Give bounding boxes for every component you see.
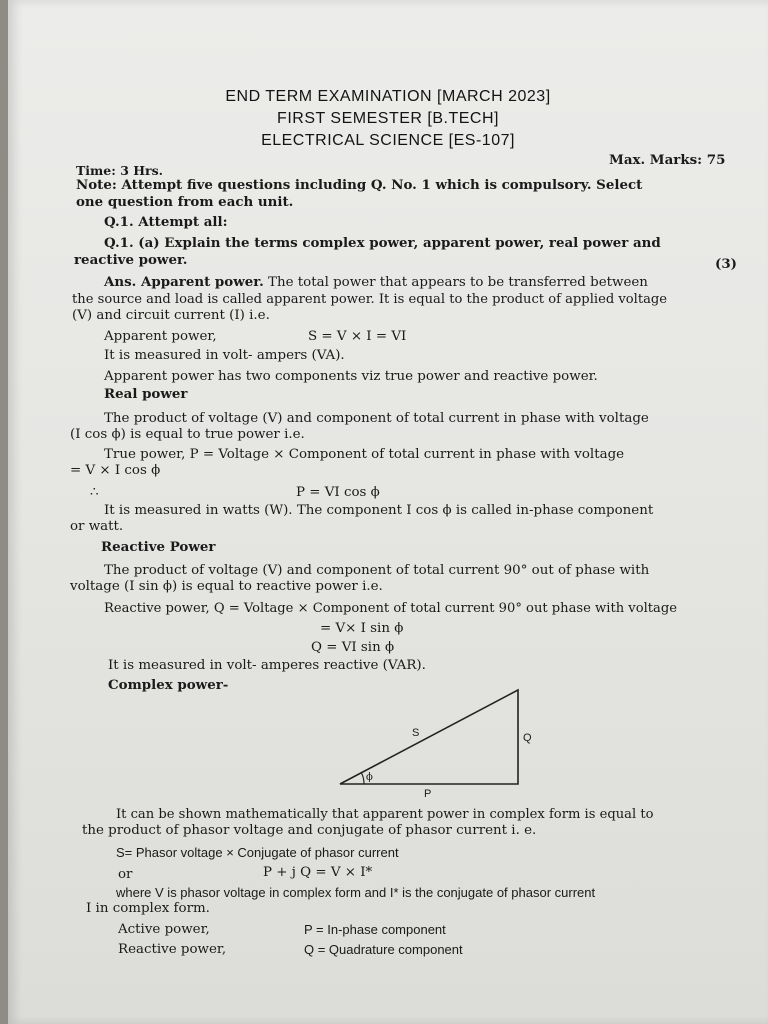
subject-title: ELECTRICAL SCIENCE [ES-107] <box>261 132 515 149</box>
complex-power-line-3: S= Phasor voltage × Conjugate of phasor current <box>116 845 399 860</box>
reactive-power-line-4: = V× I sin ϕ <box>320 621 404 636</box>
complex-power-line-2: the product of phasor voltage and conjugate of phasor current i. e. <box>82 823 537 838</box>
exam-paper <box>8 0 768 1024</box>
apparent-power-label: Apparent power, <box>104 329 217 344</box>
label-s: S <box>412 727 420 739</box>
complex-power-line-5: I in complex form. <box>86 901 210 916</box>
semester-title: FIRST SEMESTER [B.TECH] <box>277 110 499 127</box>
answer-line-1 <box>104 274 648 291</box>
real-power-line-1: The product of voltage (V) and component of total current in phase with voltage <box>104 411 649 426</box>
q1a-line-2: reactive power. <box>74 252 188 268</box>
or-label: or <box>118 867 133 882</box>
max-marks: Max. Marks: 75 <box>609 152 726 168</box>
complex-power-line-1: It can be shown mathematically that apparent power in complex form is equal to <box>116 807 654 822</box>
label-p: P <box>424 788 432 800</box>
answer-line-3: (V) and circuit current (I) i.e. <box>72 308 270 323</box>
reactive-power-label: Reactive power, <box>118 942 227 957</box>
apparent-power-unit: It is measured in volt- ampers (VA). <box>104 348 345 363</box>
real-power-heading: Real power <box>104 386 188 402</box>
q1-attempt-all: Q.1. Attempt all: <box>104 214 228 230</box>
active-power-label: Active power, <box>118 922 210 937</box>
therefore-symbol: ∴ <box>90 485 99 500</box>
q1a-line-1: Q.1. (a) Explain the terms complex power, apparent power, real power and <box>104 235 661 251</box>
reactive-power-line-1: The product of voltage (V) and component of total current 90° out of phase with <box>104 563 650 578</box>
answer-line-2: the source and load is called apparent power. It is equal to the product of applied voltage <box>72 292 668 307</box>
note-line-2: one question from each unit. <box>76 194 294 210</box>
q1a-marks: (3) <box>715 256 737 272</box>
real-power-line-3: True power, P = Voltage × Component of total current in phase with voltage <box>104 447 625 462</box>
complex-power-line-4: where V is phasor voltage in complex form and I* is the conjugate of phasor current <box>116 885 596 900</box>
apparent-power-components: Apparent power has two components viz true power and reactive power. <box>104 369 598 384</box>
real-power-line-5: It is measured in watts (W). The component I cos ϕ is called in-phase component <box>104 503 654 518</box>
phi-arc <box>361 772 364 784</box>
reactive-power-line-2: voltage (I sin ϕ) is equal to reactive power i.e. <box>70 579 383 594</box>
real-power-line-2: (I cos ϕ) is equal to true power i.e. <box>70 427 305 442</box>
exam-title: END TERM EXAMINATION [MARCH 2023] <box>225 88 551 105</box>
reactive-power-heading: Reactive Power <box>101 539 216 555</box>
answer-heading: Ans. Apparent power. <box>104 274 264 290</box>
reactive-power-line-3: Reactive power, Q = Voltage × Component of total current 90° out phase with voltage <box>104 601 677 616</box>
active-power-equation: P = In-phase component <box>304 922 446 937</box>
label-q: Q <box>523 732 532 744</box>
time-label: Time: 3 Hrs. <box>76 163 164 178</box>
apparent-power-equation: S = V × I = VI <box>308 329 407 344</box>
reactive-power-unit: It is measured in volt- amperes reactive (VAR). <box>108 658 426 673</box>
answer-text: The total power that appears to be transferred between <box>263 275 648 290</box>
real-power-line-4: = V × I cos ϕ <box>70 463 161 478</box>
label-phi: ϕ <box>366 772 373 783</box>
power-triangle-diagram <box>328 688 532 800</box>
real-power-equation: P = VI cos ϕ <box>296 485 380 500</box>
complex-power-heading: Complex power- <box>108 677 229 693</box>
note-line-1: Note: Attempt five questions including Q. No. 1 which is compulsory. Select <box>76 177 643 193</box>
power-triangle <box>340 690 518 784</box>
real-power-line-6: or watt. <box>70 519 124 534</box>
reactive-power-equation-2: Q = Quadrature component <box>304 942 463 957</box>
reactive-power-equation: Q = VI sin ϕ <box>311 640 395 655</box>
complex-power-equation: P + j Q = V × I* <box>263 865 373 880</box>
